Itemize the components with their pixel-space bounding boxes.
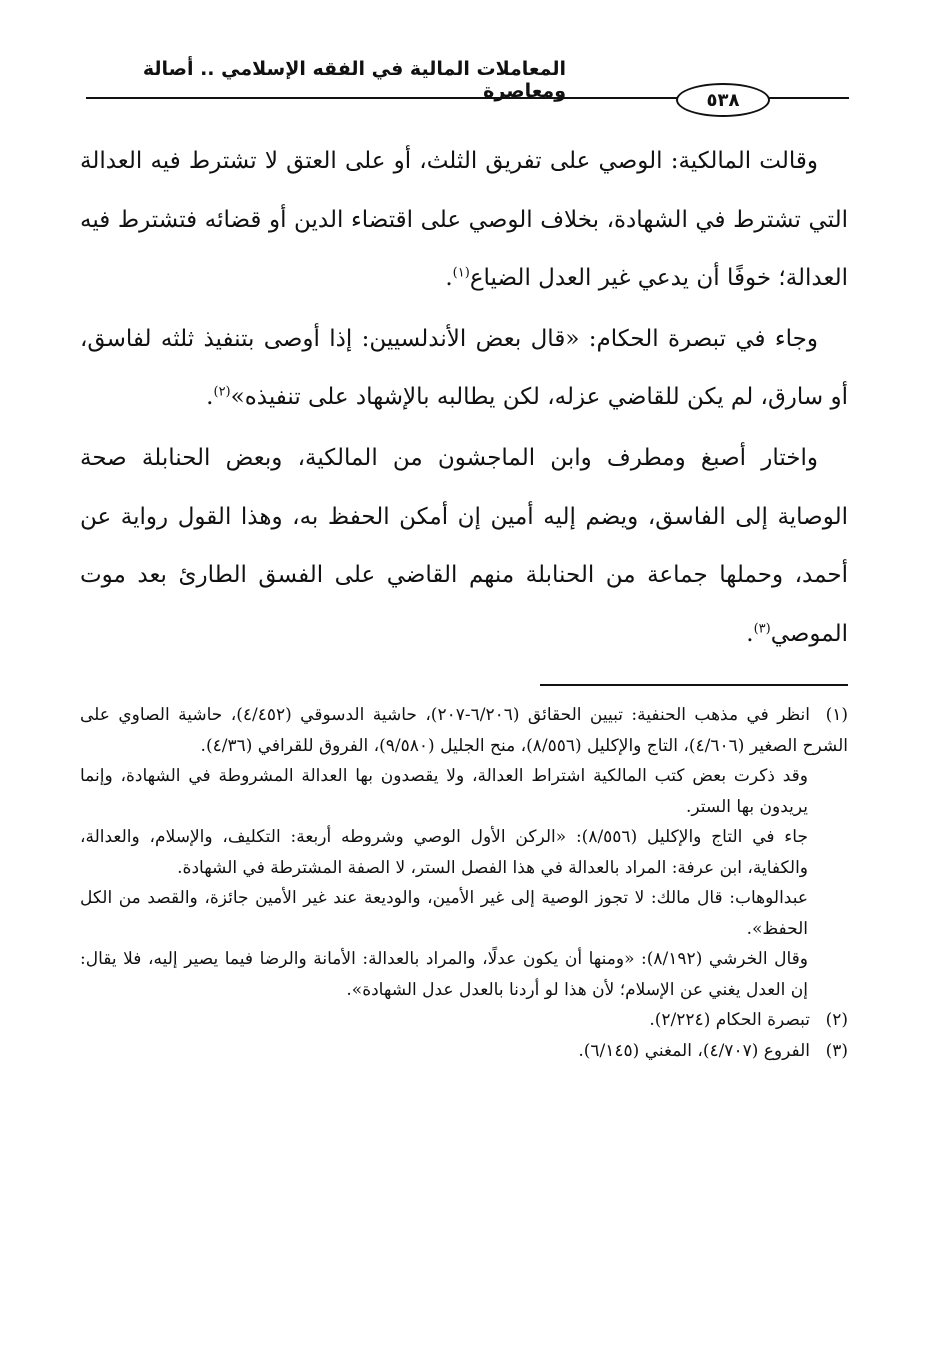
footnote-number: (٢) <box>825 1010 848 1030</box>
footnote-number: (٣) <box>825 1040 848 1061</box>
main-text <box>80 132 848 663</box>
paragraph-end: . <box>445 265 453 292</box>
footnote-separator <box>540 684 848 686</box>
footnote-number: (١) <box>825 705 848 725</box>
paragraph-end: . <box>746 620 754 647</box>
footnote-ref: (١) <box>452 265 470 281</box>
paragraph <box>80 429 848 663</box>
footnote-text: تبصرة الحكام (٢/٢٢٤). <box>649 1010 810 1030</box>
paragraph-end: . <box>206 384 214 411</box>
paragraph <box>80 132 848 308</box>
footnote-continuation: وقد ذكرت بعض كتب المالكية اشتراط العدالة، ولا يقصدون بها العدالة المشروطة في الشهادة، وإنما يريدون بها الستر. <box>80 766 808 817</box>
paragraph-text: وقالت المالكية: الوصي على تفريق الثلث، أو على العتق لا تشترط فيه العدالة التي تشترط في الشهادة، بخلاف الوصي على اقتضاء الدين أو قضائه فتشترط فيه العدالة؛ خوفًا أن يدعي غير العدل الضياع <box>80 148 848 292</box>
footnote-ref: (٣) <box>753 621 771 637</box>
running-title: المعاملات المالية في الفقه الإسلامي .. أصالة ومعاصرة <box>142 58 566 102</box>
footnote-continuation: عبدالوهاب: قال مالك: لا تجوز الوصية إلى غير الأمين، والوديعة عند غير الأمين جائزة، والقصد من الكل الحفظ». <box>80 888 808 939</box>
footnote-2 <box>80 1005 848 1036</box>
page-number: ٥٣٨ <box>676 83 770 117</box>
footnote-continuation: وقال الخرشي (٨/١٩٢): «ومنها أن يكون عدلًا، والمراد بالعدالة: الأمانة والرضا فيما يصير إليه، فلا يقال: إن العدل يغني عن الإسلام؛ لأن هذا لو أردنا بالعدل عدل الشهادة». <box>80 949 808 1000</box>
footnote-text: الفروع (٤/٧٠٧)، المغني (٦/١٤٥). <box>578 1040 810 1061</box>
paragraph-text: وجاء في تبصرة الحكام: «قال بعض الأندلسيين: إذا أوصى بتنفيذ ثلثه لفاسق، أو سارق، لم يكن للقاضي عزله، لكن يطالبه بالإشهاد على تنفيذه» <box>80 325 848 411</box>
footnote-text: انظر في مذهب الحنفية: تبيين الحقائق (٦/٢٠٦-٢٠٧)، حاشية الدسوقي (٤/٤٥٢)، حاشية الصاوي على الشرح الصغير (٤/٦٠٦)، التاج والإكليل (٨/٥٥٦)، منح الجليل (٩/٥٨٠)، الفروق للقرافي (٤/٣٦). <box>80 705 848 756</box>
footnote-3 <box>80 1036 848 1067</box>
footnote-ref: (٢) <box>213 384 231 400</box>
footnote-1 <box>80 700 848 761</box>
footnote-continuation: جاء في التاج والإكليل (٨/٥٥٦): «الركن الأول الوصي وشروطه أربعة: التكليف، والإسلام، والعدالة، والكفاية، ابن عرفة: المراد بالعدالة في هذا الفصل الستر، لا الصفة المشترطة في الشهادة. <box>80 827 808 878</box>
footnotes <box>80 700 848 1066</box>
paragraph <box>80 310 848 427</box>
paragraph-text: واختار أصبغ ومطرف وابن الماجشون من المالكية، وبعض الحنابلة صحة الوصاية إلى الفاسق، ويضم إليه أمين إن أمكن الحفظ به، وهذا القول رواية عن أحمد، وحملها جماعة من الحنابلة منهم القاضي على الفسق الطارئ بعد موت الموصي <box>80 444 848 647</box>
